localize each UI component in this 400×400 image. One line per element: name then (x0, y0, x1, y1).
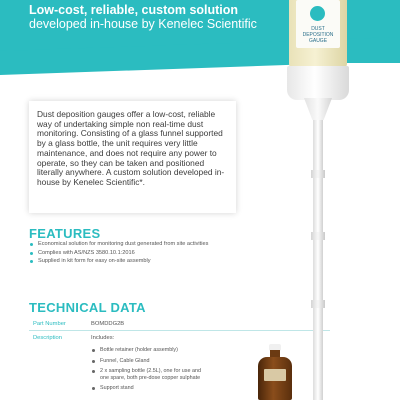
description-value: Includes: (91, 335, 115, 341)
description-list (91, 347, 201, 396)
feature-item: Complies with AS/NZS 3580.10.1:2016 (30, 250, 230, 257)
description-item: 2 x sampling bottle (2.5L), one for use and one spare, both pre-dose copper sulphate (91, 368, 201, 381)
pole-joint (311, 170, 325, 178)
gauge-label-text: DUST DEPOSITION GAUGE (302, 26, 334, 44)
header-tagline-regular: developed in-house by Kenelec Scientific (29, 17, 257, 31)
header-tagline-bold: Low-cost, reliable, custom solution (29, 3, 239, 17)
description-item: Support stand (91, 385, 201, 392)
feature-item: Supplied in kit form for easy on-site assembly (30, 258, 230, 265)
pole-joint (311, 300, 325, 308)
features-heading: FEATURES (29, 226, 101, 241)
intro-box (29, 101, 236, 213)
description-item: Bottle retainer (holder assembly) (91, 347, 201, 354)
pole-joint (311, 232, 325, 240)
description-label: Description (33, 335, 62, 341)
gauge-support-pole (313, 118, 323, 400)
gauge-funnel (304, 98, 332, 120)
technical-data-heading: TECHNICAL DATA (29, 300, 146, 315)
part-number-value: BOMDDG2B (91, 321, 125, 327)
gauge-collar (287, 66, 349, 100)
header-tagline (29, 3, 279, 31)
intro-paragraph: Dust deposition gauges offer a low-cost, reliable way of undertaking simple non real-time dust monitoring. Consisting of a glass funnel supported by a glass bottle, the unit requires very little maintenance, and does not require any power to operate, so they can be taken and positioned literally anywhere. A custom solution developed in-house by Kenelec Scientific*. (37, 109, 225, 187)
part-number-label: Part Number (33, 321, 66, 327)
gauge-product-label (296, 0, 340, 48)
description-item: Funnel, Cable Gland (91, 358, 201, 365)
feature-item: Economical solution for monitoring dust generated from site activities (30, 241, 230, 248)
table-row-part-number (29, 317, 330, 331)
sampling-bottle-image (258, 344, 292, 400)
features-list (30, 241, 230, 267)
kenelec-logo-icon (310, 6, 325, 21)
